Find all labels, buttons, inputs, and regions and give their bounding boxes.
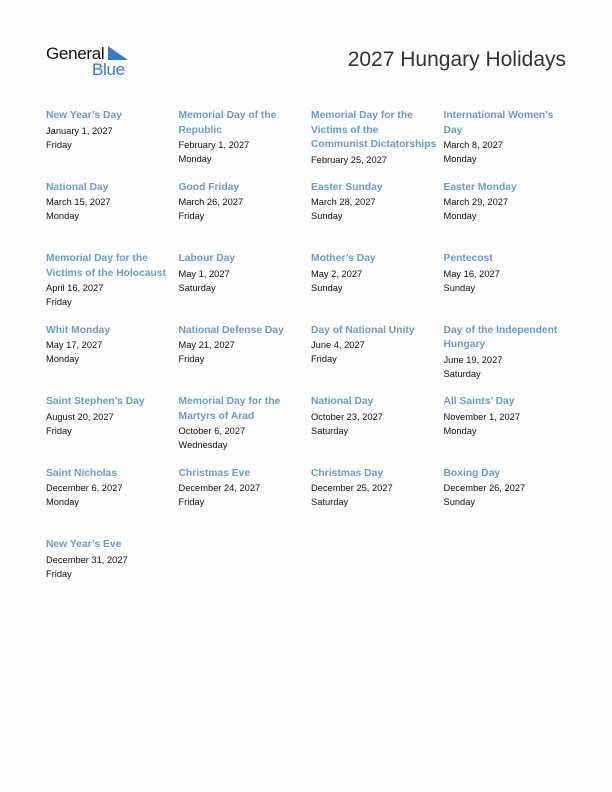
holiday-name: Memorial Day for the Victims of the Holocaust [46,253,166,279]
holiday-entry [46,323,179,395]
page-title: 2027 Hungary Holidays [347,48,566,71]
holiday-weekday: Saturday [443,368,481,379]
holiday-weekday: Monday [443,211,477,221]
holiday-weekday: Monday [443,154,477,164]
holiday-name: Memorial Day for the Martyrs of Arad [178,396,281,422]
holiday-date: December 26, 2027 [443,483,526,493]
holiday-name: New Year’s Eve [46,539,122,550]
holiday-date: May 21, 2027 [178,340,235,350]
holiday-date: May 2, 2027 [311,268,363,279]
holiday-name: Mother’s Day [311,253,376,264]
holiday-weekday: Friday [46,425,72,436]
holiday-name: National Defense Day [178,324,284,336]
holiday-date: March 26, 2027 [178,197,244,207]
holiday-entry [179,180,312,252]
holiday-entry [311,466,444,538]
holiday-date: February 1, 2027 [178,140,250,150]
holiday-entry [46,466,179,538]
holiday-date: October 23, 2027 [311,411,383,422]
holiday-date: December 25, 2027 [311,483,393,493]
holiday-weekday: Friday [178,354,205,364]
holiday-entry [444,466,577,538]
logo-word-general: General [46,44,105,63]
holiday-name: Christmas Day [311,467,384,479]
holiday-name: Whit Monday [46,324,111,336]
holiday-date: February 25, 2027 [311,154,387,165]
holiday-date: December 6, 2027 [46,483,123,493]
holiday-date: May 1, 2027 [178,268,230,279]
logo-triangle-icon [108,46,128,62]
holiday-date: January 1, 2027 [46,125,113,136]
holiday-name: Easter Sunday [311,181,383,193]
holiday-entry [444,180,577,252]
holiday-weekday: Saturday [311,497,349,507]
holiday-weekday: Monday [46,354,80,364]
holiday-entry [444,108,577,180]
holiday-entry [179,251,312,323]
holiday-weekday: Friday [178,497,205,507]
holiday-name: Boxing Day [443,467,501,479]
holiday-entry [46,251,179,323]
holiday-entry [179,108,312,180]
holiday-date: December 31, 2027 [46,554,128,565]
holiday-entry [311,394,444,466]
holiday-weekday: Friday [46,297,72,307]
holiday-weekday: Sunday [443,497,476,507]
holiday-name: Saint Nicholas [46,467,117,479]
holiday-entry [444,251,577,323]
holiday-weekday: Friday [46,139,72,150]
holiday-date: June 4, 2027 [311,340,365,350]
holiday-name: International Women’s Day [443,110,554,136]
holiday-weekday: Friday [46,568,72,579]
holiday-weekday: Monday [46,497,80,507]
holiday-name: Christmas Eve [178,467,251,479]
holiday-entry [311,251,444,323]
holiday-name: Pentecost [443,253,493,264]
holiday-weekday: Saturday [311,425,349,436]
holiday-weekday: Monday [178,154,212,164]
holiday-name: Memorial Day of the Republic [178,110,277,136]
holiday-date: May 16, 2027 [443,268,500,279]
holiday-date: November 1, 2027 [443,411,520,422]
holiday-weekday: Friday [178,211,205,221]
holiday-date: August 20, 2027 [46,411,114,422]
holiday-entry [311,108,444,180]
holiday-weekday: Monday [443,425,477,436]
holiday-date: May 17, 2027 [46,340,103,350]
holiday-name: National Day [311,396,374,407]
holiday-date: June 19, 2027 [443,354,503,365]
holiday-entry [311,180,444,252]
holiday-entry [179,466,312,538]
holiday-entry [46,394,179,466]
holiday-date: March 15, 2027 [46,197,111,207]
holiday-grid [46,108,576,609]
holiday-entry [46,108,179,180]
holiday-name: Labour Day [178,253,236,264]
holiday-name: All Saints’ Day [443,396,515,407]
holiday-date: March 29, 2027 [443,197,509,207]
logo [46,44,136,80]
holiday-weekday: Friday [311,354,337,364]
holiday-name: Saint Stephen’s Day [46,396,145,407]
holiday-name: National Day [46,181,109,193]
holiday-entry [179,394,312,466]
holiday-name: Memorial Day for the Victims of the Communist Dictatorships [311,110,437,150]
logo-word-blue: Blue [92,60,125,79]
holiday-name: Good Friday [178,181,240,193]
holiday-date: October 6, 2027 [178,426,246,436]
holiday-name: Easter Monday [443,181,517,193]
holiday-entry [46,537,179,609]
holiday-weekday: Wednesday [178,440,228,450]
holiday-weekday: Monday [46,211,80,221]
holiday-weekday: Sunday [311,282,343,293]
holiday-entry [311,323,444,395]
holiday-date: December 24, 2027 [178,483,261,493]
holiday-name: Day of the Independent Hungary [443,324,558,350]
holiday-entry [444,394,577,466]
holiday-date: April 16, 2027 [46,283,104,293]
holiday-weekday: Sunday [443,282,476,293]
holiday-weekday: Saturday [178,282,216,293]
holiday-date: March 28, 2027 [311,197,376,207]
holiday-name: Day of National Unity [311,324,415,336]
holiday-entry [46,180,179,252]
holiday-name: New Year’s Day [46,110,122,121]
holiday-entry [444,323,577,395]
holiday-date: March 8, 2027 [443,140,503,150]
holiday-weekday: Sunday [311,211,343,221]
holiday-entry [179,323,312,395]
